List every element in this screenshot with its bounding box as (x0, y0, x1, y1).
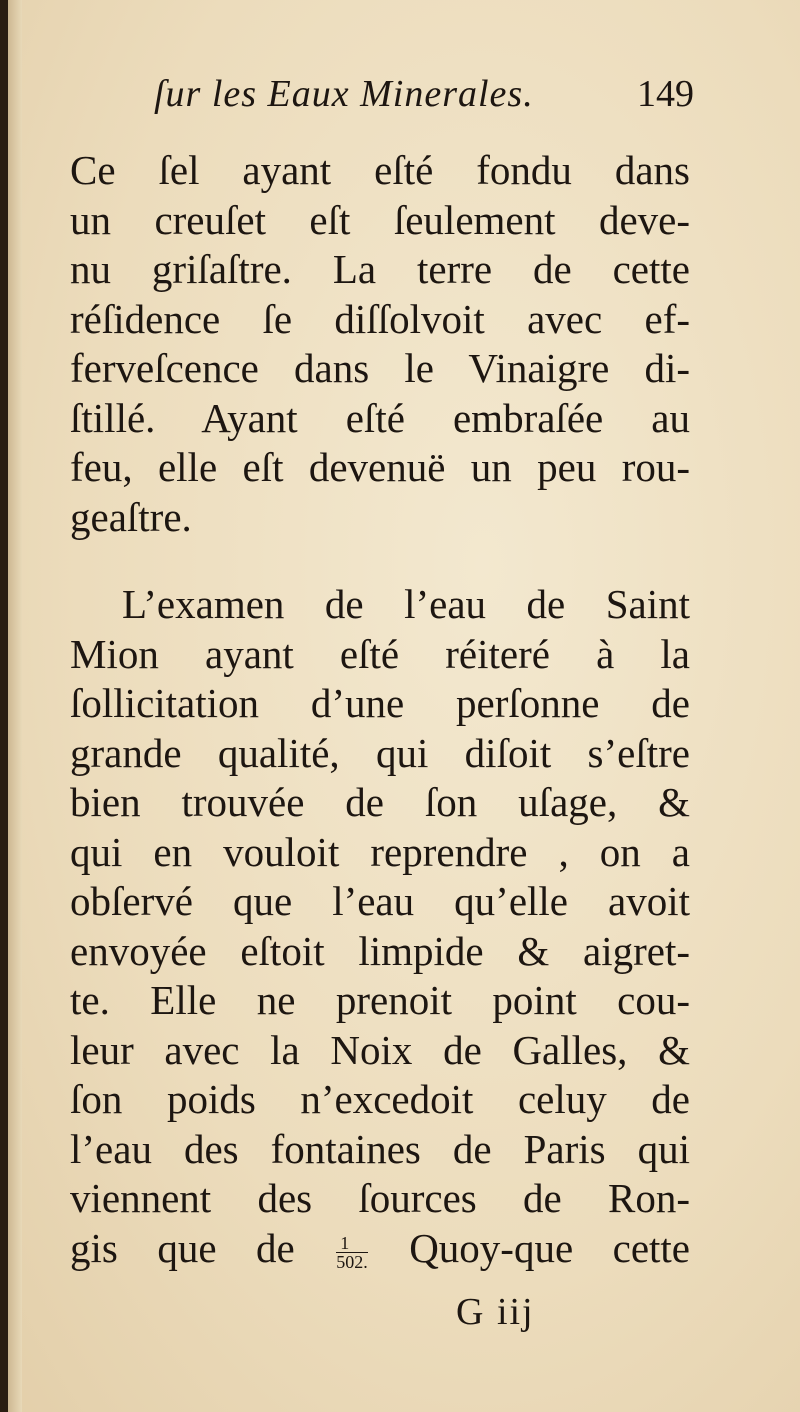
text-line: envoyée eſtoit limpide & aigret- (70, 927, 690, 974)
text-line: ſtillé. Ayant eſté embraſée au (70, 394, 690, 441)
text-line: ſon poids n’excedoit celuy de (70, 1076, 690, 1122)
fraction-numerator: 1 (336, 1234, 368, 1253)
line-end: Quoy-que cette (409, 1224, 691, 1271)
paragraph-gap (70, 542, 690, 580)
paragraph-2 (70, 580, 690, 1273)
page-number: 149 (637, 73, 694, 115)
text-line: obſervé que l’eau qu’elle avoit (70, 878, 690, 924)
paragraph-1 (70, 146, 690, 542)
text-line: réſidence ſe diſſolvoit avec ef- (70, 295, 690, 342)
page-gutter (8, 0, 22, 1412)
text-line: leur avec la Noix de Galles, & (70, 1026, 690, 1073)
text-line: ſollicitation d’une perſonne de (70, 680, 690, 726)
fraction (336, 1234, 368, 1271)
text-line: qui en vouloit reprendre , on a (70, 828, 690, 875)
body-text (70, 146, 690, 1273)
text-line: l’eau des fontaines de Paris qui (70, 1125, 690, 1172)
text-line: grande qualité, qui diſoit s’eſtre (70, 729, 690, 776)
text-line: viennent des ſources de Ron- (70, 1175, 690, 1221)
text-line: nu griſaſtre. La terre de cette (70, 246, 690, 292)
text-line: te. Elle ne prenoit point cou- (70, 977, 690, 1023)
text-line: feu, elle eſt devenuë un peu rou- (70, 444, 690, 490)
line-start: gis que de (70, 1224, 295, 1271)
book-page (8, 0, 800, 1412)
running-title: ſur les Eaux Minerales. (154, 73, 534, 115)
text-line: Ce ſel ayant eſté fondu dans (70, 147, 690, 193)
text-line: un creuſet eſt ſeulement deve- (70, 196, 690, 243)
text-line: L’examen de l’eau de Saint (122, 581, 690, 627)
page-header (114, 72, 694, 132)
fraction-denominator: 502. (336, 1251, 368, 1272)
text-line: geaſtre. (70, 493, 192, 540)
text-line: Mion ayant eſté réiteré à la (70, 630, 690, 677)
text-line-with-fraction (70, 1224, 690, 1274)
signature-mark: G iij (456, 1291, 535, 1333)
text-line: ferveſcence dans le Vinaigre di- (70, 345, 690, 391)
text-line: bien trouvée de ſon uſage, & (70, 779, 690, 825)
